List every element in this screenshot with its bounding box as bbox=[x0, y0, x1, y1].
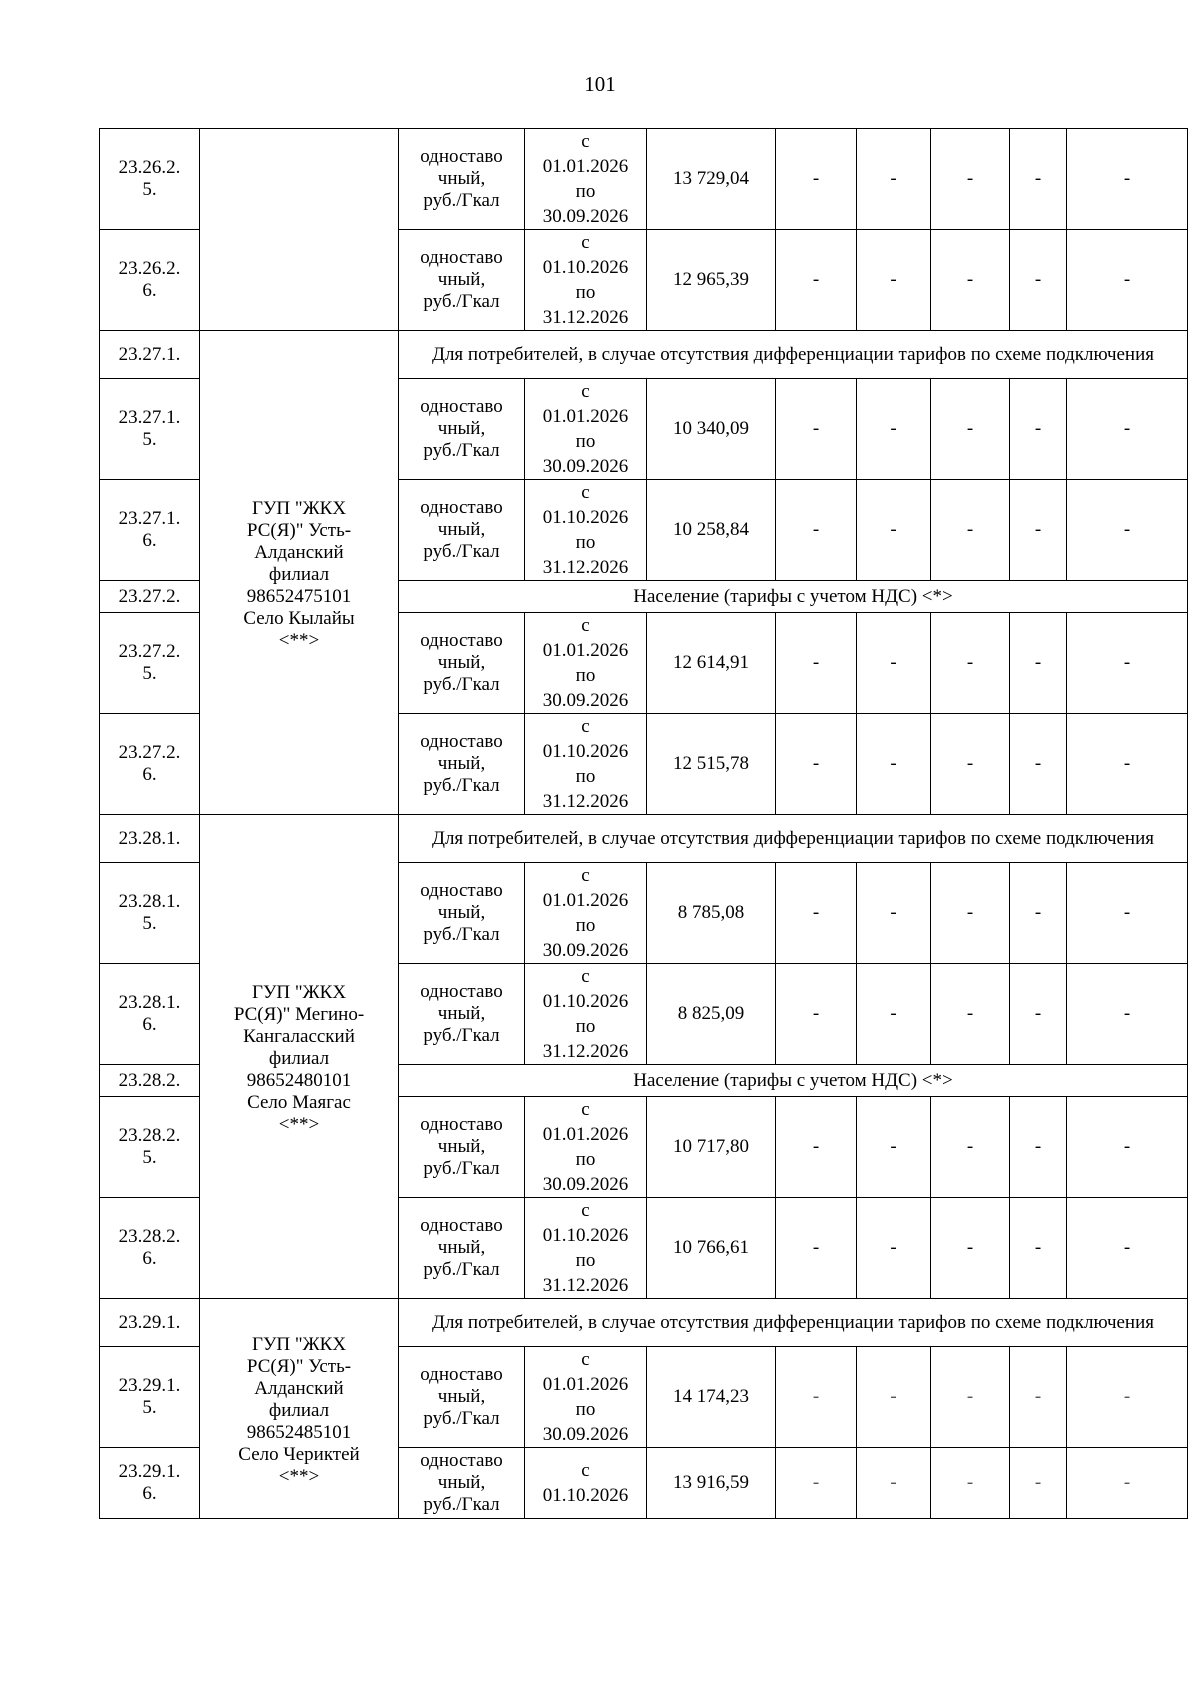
tariff-value: 14 174,23 bbox=[647, 1347, 776, 1448]
tariff-type: одноставо чный, руб./Гкал bbox=[399, 480, 525, 581]
empty-value: - bbox=[1010, 480, 1067, 581]
empty-value: - bbox=[1067, 1198, 1188, 1299]
section-header: Для потребителей, в случае отсутствия дифференциации тарифов по схеме подключения bbox=[399, 815, 1188, 863]
row-number: 23.26.2. 5. bbox=[100, 129, 200, 230]
empty-value: - bbox=[1010, 1097, 1067, 1198]
tariff-type: одноставо чный, руб./Гкал bbox=[399, 964, 525, 1065]
organization-cell: ГУП "ЖКХ РС(Я)" Усть- Алданский филиал 98652485101 Село Чериктей <**> bbox=[200, 1299, 399, 1519]
section-header: Население (тарифы с учетом НДС) <*> bbox=[399, 1065, 1188, 1097]
empty-value: - bbox=[857, 230, 931, 331]
empty-value: - bbox=[1067, 480, 1188, 581]
empty-value: - bbox=[1010, 714, 1067, 815]
row-number: 23.27.2. 6. bbox=[100, 714, 200, 815]
row-number: 23.28.1. 6. bbox=[100, 964, 200, 1065]
tariff-period: с 01.10.2026 по 31.12.2026 bbox=[525, 480, 647, 581]
empty-value: - bbox=[931, 379, 1010, 480]
empty-value: - bbox=[1067, 1347, 1188, 1448]
empty-value: - bbox=[776, 230, 857, 331]
tariff-value: 8 825,09 bbox=[647, 964, 776, 1065]
section-header: Для потребителей, в случае отсутствия дифференциации тарифов по схеме подключения bbox=[399, 331, 1188, 379]
empty-value: - bbox=[1067, 964, 1188, 1065]
row-number: 23.28.1. 5. bbox=[100, 863, 200, 964]
tariff-period: с 01.01.2026 по 30.09.2026 bbox=[525, 379, 647, 480]
empty-value: - bbox=[931, 1097, 1010, 1198]
organization-cell bbox=[200, 129, 399, 331]
empty-value: - bbox=[1010, 230, 1067, 331]
empty-value: - bbox=[931, 1198, 1010, 1299]
tariff-value: 13 729,04 bbox=[647, 129, 776, 230]
table-row bbox=[100, 129, 1188, 230]
empty-value: - bbox=[1067, 379, 1188, 480]
empty-value: - bbox=[1010, 613, 1067, 714]
empty-value: - bbox=[857, 379, 931, 480]
row-number: 23.27.2. 5. bbox=[100, 613, 200, 714]
empty-value: - bbox=[857, 1198, 931, 1299]
tariff-value: 12 515,78 bbox=[647, 714, 776, 815]
tariff-type: одноставо чный, руб./Гкал bbox=[399, 1097, 525, 1198]
tariff-value: 10 766,61 bbox=[647, 1198, 776, 1299]
section-row bbox=[100, 815, 1188, 863]
row-number: 23.27.2. bbox=[100, 581, 200, 613]
empty-value: - bbox=[1067, 1097, 1188, 1198]
empty-value: - bbox=[931, 863, 1010, 964]
empty-value: - bbox=[776, 1347, 857, 1448]
section-header: Население (тарифы с учетом НДС) <*> bbox=[399, 581, 1188, 613]
tariff-type: одноставо чный, руб./Гкал bbox=[399, 230, 525, 331]
row-number: 23.28.2. 6. bbox=[100, 1198, 200, 1299]
empty-value: - bbox=[776, 129, 857, 230]
empty-value: - bbox=[857, 480, 931, 581]
tariff-period: с 01.01.2026 по 30.09.2026 bbox=[525, 1097, 647, 1198]
tariff-type: одноставо чный, руб./Гкал bbox=[399, 379, 525, 480]
tariff-type: одноставо чный, руб./Гкал bbox=[399, 1347, 525, 1448]
empty-value: - bbox=[1010, 379, 1067, 480]
empty-value: - bbox=[931, 964, 1010, 1065]
tariff-period: с 01.10.2026 по 31.12.2026 bbox=[525, 964, 647, 1065]
empty-value: - bbox=[776, 379, 857, 480]
tariff-type: одноставо чный, руб./Гкал bbox=[399, 613, 525, 714]
tariff-type: одноставо чный, руб./Гкал bbox=[399, 129, 525, 230]
organization-cell: ГУП "ЖКХ РС(Я)" Усть- Алданский филиал 98652475101 Село Кылайы <**> bbox=[200, 331, 399, 815]
tariff-value: 8 785,08 bbox=[647, 863, 776, 964]
row-number: 23.29.1. 6. bbox=[100, 1448, 200, 1519]
empty-value: - bbox=[1010, 1448, 1067, 1519]
empty-value: - bbox=[776, 714, 857, 815]
tariff-type: одноставо чный, руб./Гкал bbox=[399, 714, 525, 815]
empty-value: - bbox=[931, 714, 1010, 815]
empty-value: - bbox=[931, 230, 1010, 331]
empty-value: - bbox=[1010, 129, 1067, 230]
row-number: 23.28.1. bbox=[100, 815, 200, 863]
empty-value: - bbox=[1067, 863, 1188, 964]
section-row bbox=[100, 331, 1188, 379]
tariff-value: 10 258,84 bbox=[647, 480, 776, 581]
empty-value: - bbox=[1010, 1347, 1067, 1448]
tariff-period: с 01.01.2026 по 30.09.2026 bbox=[525, 1347, 647, 1448]
empty-value: - bbox=[857, 1097, 931, 1198]
tariff-type: одноставо чный, руб./Гкал bbox=[399, 1198, 525, 1299]
tariff-table bbox=[99, 128, 1188, 1519]
empty-value: - bbox=[1010, 964, 1067, 1065]
empty-value: - bbox=[931, 1448, 1010, 1519]
empty-value: - bbox=[1067, 1448, 1188, 1519]
row-number: 23.29.1. bbox=[100, 1299, 200, 1347]
tariff-period: с 01.10.2026 bbox=[525, 1448, 647, 1519]
empty-value: - bbox=[931, 129, 1010, 230]
tariff-period: с 01.01.2026 по 30.09.2026 bbox=[525, 129, 647, 230]
tariff-value: 12 965,39 bbox=[647, 230, 776, 331]
empty-value: - bbox=[1067, 714, 1188, 815]
empty-value: - bbox=[931, 1347, 1010, 1448]
empty-value: - bbox=[857, 1448, 931, 1519]
row-number: 23.28.2. 5. bbox=[100, 1097, 200, 1198]
empty-value: - bbox=[1010, 863, 1067, 964]
tariff-period: с 01.10.2026 по 31.12.2026 bbox=[525, 230, 647, 331]
row-number: 23.27.1. 5. bbox=[100, 379, 200, 480]
tariff-value: 12 614,91 bbox=[647, 613, 776, 714]
tariff-value: 10 340,09 bbox=[647, 379, 776, 480]
empty-value: - bbox=[1067, 613, 1188, 714]
empty-value: - bbox=[857, 863, 931, 964]
empty-value: - bbox=[1067, 230, 1188, 331]
tariff-period: с 01.10.2026 по 31.12.2026 bbox=[525, 714, 647, 815]
empty-value: - bbox=[931, 480, 1010, 581]
row-number: 23.29.1. 5. bbox=[100, 1347, 200, 1448]
page-number: 101 bbox=[584, 72, 616, 96]
tariff-period: с 01.01.2026 по 30.09.2026 bbox=[525, 863, 647, 964]
organization-cell: ГУП "ЖКХ РС(Я)" Мегино- Кангаласский филиал 98652480101 Село Маягас <**> bbox=[200, 815, 399, 1299]
empty-value: - bbox=[776, 1097, 857, 1198]
empty-value: - bbox=[776, 863, 857, 964]
empty-value: - bbox=[776, 480, 857, 581]
empty-value: - bbox=[857, 964, 931, 1065]
empty-value: - bbox=[857, 714, 931, 815]
row-number: 23.27.1. bbox=[100, 331, 200, 379]
tariff-period: с 01.01.2026 по 30.09.2026 bbox=[525, 613, 647, 714]
tariff-value: 10 717,80 bbox=[647, 1097, 776, 1198]
tariff-type: одноставо чный, руб./Гкал bbox=[399, 1448, 525, 1519]
empty-value: - bbox=[776, 1448, 857, 1519]
empty-value: - bbox=[776, 613, 857, 714]
section-header: Для потребителей, в случае отсутствия дифференциации тарифов по схеме подключения bbox=[399, 1299, 1188, 1347]
empty-value: - bbox=[857, 613, 931, 714]
empty-value: - bbox=[857, 1347, 931, 1448]
empty-value: - bbox=[1067, 129, 1188, 230]
tariff-period: с 01.10.2026 по 31.12.2026 bbox=[525, 1198, 647, 1299]
empty-value: - bbox=[1010, 1198, 1067, 1299]
row-number: 23.27.1. 6. bbox=[100, 480, 200, 581]
empty-value: - bbox=[857, 129, 931, 230]
row-number: 23.26.2. 6. bbox=[100, 230, 200, 331]
empty-value: - bbox=[931, 613, 1010, 714]
section-row bbox=[100, 1299, 1188, 1347]
tariff-table-body bbox=[100, 129, 1188, 1519]
row-number: 23.28.2. bbox=[100, 1065, 200, 1097]
empty-value: - bbox=[776, 964, 857, 1065]
empty-value: - bbox=[776, 1198, 857, 1299]
tariff-value: 13 916,59 bbox=[647, 1448, 776, 1519]
tariff-type: одноставо чный, руб./Гкал bbox=[399, 863, 525, 964]
